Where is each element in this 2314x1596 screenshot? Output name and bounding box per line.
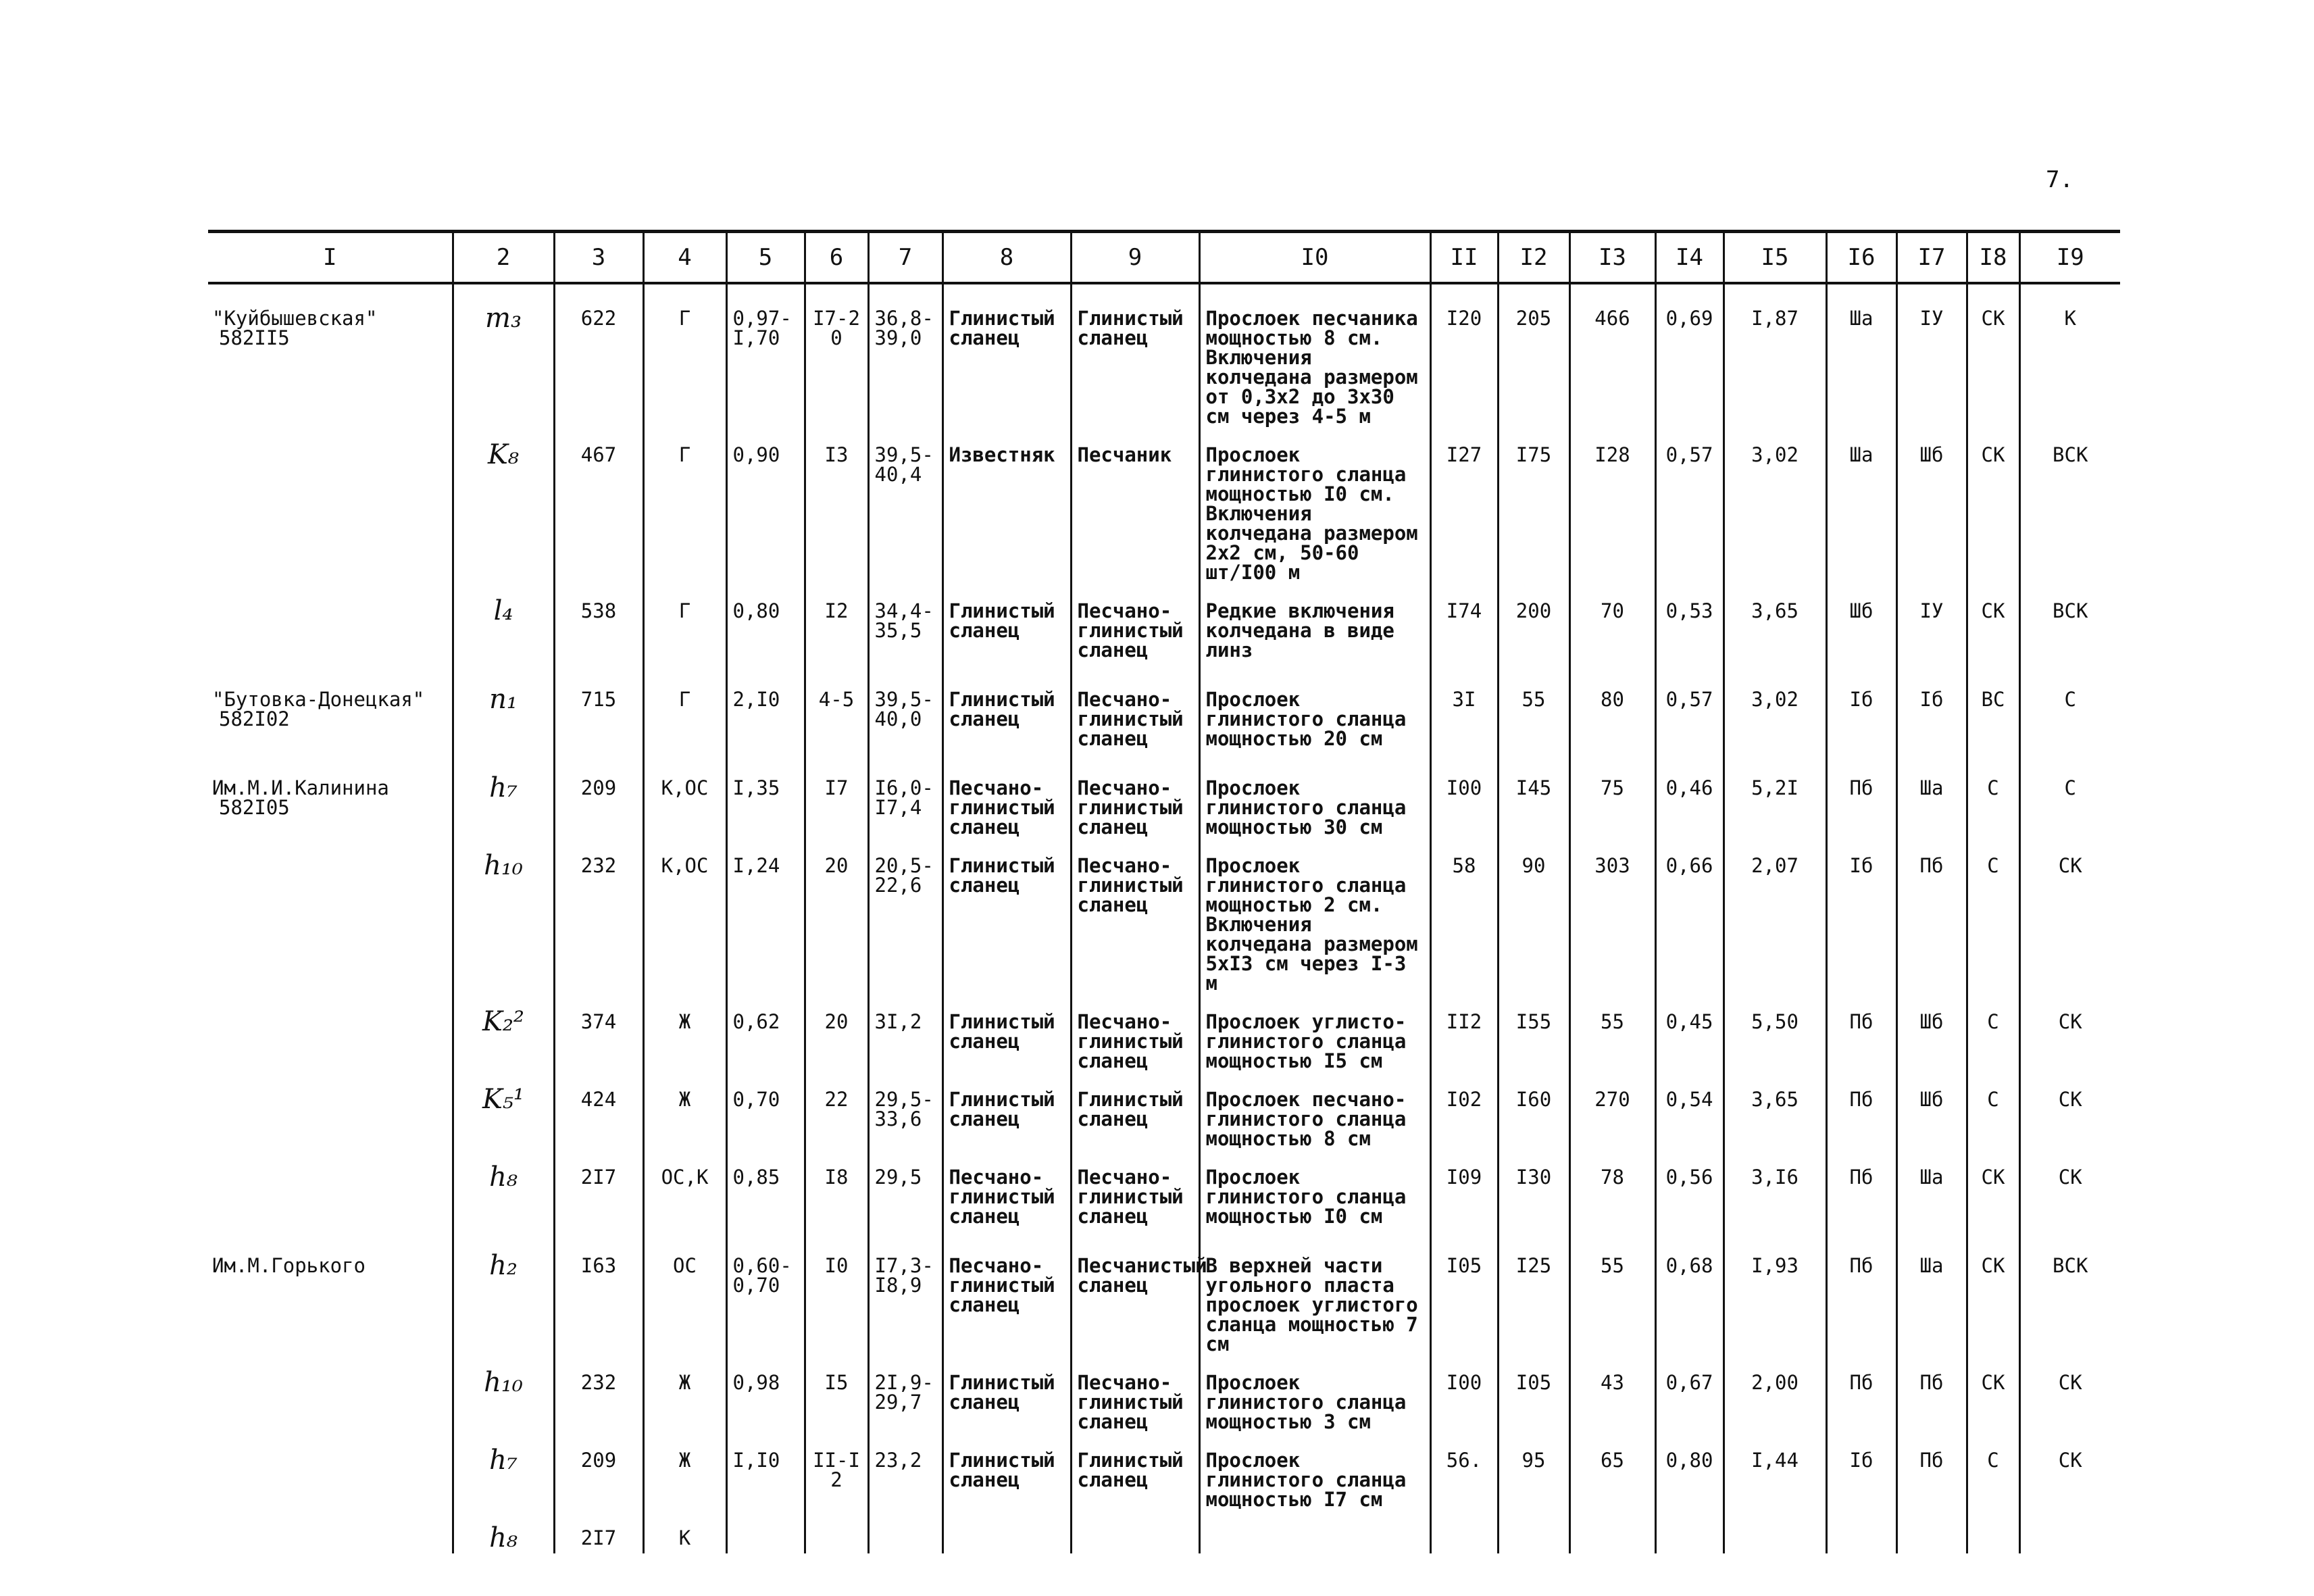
cell-col-18: С: [1967, 1076, 2019, 1154]
cell-col-19: [2019, 1515, 2120, 1553]
cell-col-17: Пб: [1896, 843, 1967, 999]
cell-col-11: 3I: [1430, 666, 1498, 754]
cell-col-14: 0,80: [1655, 1437, 1724, 1515]
mine-cell: [208, 432, 453, 588]
cell-col-18: С: [1967, 1437, 2019, 1515]
cell-col-6: 22: [805, 1076, 868, 1154]
seam-index: h₂: [453, 1232, 554, 1360]
cell-col-18: С: [1967, 999, 2019, 1076]
cell-col-10: Прослоек глинистого сланца мощностью I0 см. Включения колчедана размером 2x2 см, 50-60 шт/I00 м: [1199, 432, 1430, 588]
cell-col-7: 2I,9-29,7: [868, 1360, 942, 1437]
table-row: [208, 1437, 2120, 1515]
cell-col-15: I,44: [1724, 1437, 1826, 1515]
table-row: [208, 1232, 2120, 1360]
cell-col-18: СК: [1967, 283, 2019, 432]
column-header: I9: [2019, 232, 2120, 284]
cell-col-9: Песчано-глинистый сланец: [1071, 843, 1199, 999]
cell-col-7: 29,5: [868, 1154, 942, 1232]
seam-index: h₈: [453, 1515, 554, 1553]
cell-col-8: Известняк: [942, 432, 1071, 588]
cell-col-12: 200: [1498, 588, 1569, 666]
cell-col-17: Iб: [1896, 666, 1967, 754]
mine-cell: [208, 1154, 453, 1232]
cell-col-15: 3,02: [1724, 666, 1826, 754]
cell-col-10: В верхней части угольного пласта прослоек углистого сланца мощностью 7 см: [1199, 1232, 1430, 1360]
cell-col-14: 0,53: [1655, 588, 1724, 666]
mine-name: "Бутовка-Донецкая": [212, 688, 425, 711]
mine-cell: [208, 754, 453, 843]
seam-index: K₈: [453, 432, 554, 588]
cell-col-12: 95: [1498, 1437, 1569, 1515]
mine-cell: [208, 999, 453, 1076]
column-header: I5: [1724, 232, 1826, 284]
cell-col-14: 0,46: [1655, 754, 1724, 843]
cell-col-13: [1569, 1515, 1655, 1553]
cell-col-19: ВСК: [2019, 1232, 2120, 1360]
table-body: [208, 283, 2120, 1553]
cell-col-9: Песчано-глинистый сланец: [1071, 666, 1199, 754]
cell-col-14: [1655, 1515, 1724, 1553]
cell-col-10: Прослоек глинистого сланца мощностью I7 см: [1199, 1437, 1430, 1515]
cell-col-13: I28: [1569, 432, 1655, 588]
cell-col-19: С: [2019, 754, 2120, 843]
cell-col-18: СК: [1967, 1154, 2019, 1232]
cell-col-16: [1826, 1515, 1896, 1553]
cell-col-16: Пб: [1826, 754, 1896, 843]
cell-col-5: 0,80: [726, 588, 805, 666]
cell-col-5: 0,70: [726, 1076, 805, 1154]
column-header: I3: [1569, 232, 1655, 284]
mine-code: 582I05: [219, 796, 290, 819]
cell-col-12: I45: [1498, 754, 1569, 843]
seam-index: m₃: [453, 283, 554, 432]
cell-col-7: 29,5-33,6: [868, 1076, 942, 1154]
cell-col-7: 23,2: [868, 1437, 942, 1515]
cell-col-15: 3,I6: [1724, 1154, 1826, 1232]
cell-col-19: ВСК: [2019, 432, 2120, 588]
cell-col-19: СК: [2019, 1360, 2120, 1437]
cell-col-4: Г: [643, 666, 726, 754]
cell-col-7: 20,5-22,6: [868, 843, 942, 999]
cell-col-3: 2I7: [554, 1515, 643, 1553]
cell-col-5: 0,62: [726, 999, 805, 1076]
cell-col-11: I00: [1430, 754, 1498, 843]
cell-col-3: 715: [554, 666, 643, 754]
table-row: [208, 666, 2120, 754]
cell-col-17: IУ: [1896, 283, 1967, 432]
page-number: 7.: [2046, 166, 2073, 193]
cell-col-8: Глинистый сланец: [942, 1437, 1071, 1515]
cell-col-12: 90: [1498, 843, 1569, 999]
column-header: 2: [453, 232, 554, 284]
column-header: 6: [805, 232, 868, 284]
column-header: I: [208, 232, 453, 284]
cell-col-6: [805, 1515, 868, 1553]
cell-col-7: 34,4-35,5: [868, 588, 942, 666]
cell-col-16: Пб: [1826, 1360, 1896, 1437]
cell-col-9: Песчано-глинистый сланец: [1071, 1154, 1199, 1232]
cell-col-11: II2: [1430, 999, 1498, 1076]
cell-col-13: 55: [1569, 1232, 1655, 1360]
table-row: [208, 1154, 2120, 1232]
cell-col-4: Г: [643, 432, 726, 588]
cell-col-6: I0: [805, 1232, 868, 1360]
cell-col-11: I05: [1430, 1232, 1498, 1360]
cell-col-13: 55: [1569, 999, 1655, 1076]
cell-col-4: К,ОС: [643, 843, 726, 999]
column-header: I7: [1896, 232, 1967, 284]
cell-col-7: 39,5-40,4: [868, 432, 942, 588]
column-header: I6: [1826, 232, 1896, 284]
cell-col-15: 2,00: [1724, 1360, 1826, 1437]
table-row: [208, 283, 2120, 432]
cell-col-14: 0,57: [1655, 666, 1724, 754]
cell-col-10: Прослоек песчано-глинистого сланца мощностью 8 см: [1199, 1076, 1430, 1154]
cell-col-3: 374: [554, 999, 643, 1076]
cell-col-13: 70: [1569, 588, 1655, 666]
column-header: II: [1430, 232, 1498, 284]
table-row: [208, 432, 2120, 588]
cell-col-13: 80: [1569, 666, 1655, 754]
cell-col-11: I00: [1430, 1360, 1498, 1437]
mine-cell: [208, 588, 453, 666]
mine-cell: [208, 666, 453, 754]
cell-col-15: 3,65: [1724, 588, 1826, 666]
cell-col-6: II-I2: [805, 1437, 868, 1515]
cell-col-3: 232: [554, 1360, 643, 1437]
cell-col-12: I25: [1498, 1232, 1569, 1360]
cell-col-7: I6,0-I7,4: [868, 754, 942, 843]
cell-col-8: [942, 1515, 1071, 1553]
cell-col-5: 0,90: [726, 432, 805, 588]
cell-col-18: СК: [1967, 432, 2019, 588]
cell-col-6: I7-20: [805, 283, 868, 432]
cell-col-12: I55: [1498, 999, 1569, 1076]
cell-col-14: 0,69: [1655, 283, 1724, 432]
cell-col-8: Глинистый сланец: [942, 1076, 1071, 1154]
mine-code: 582I02: [219, 707, 290, 730]
cell-col-10: Прослоек глинистого сланца мощностью 2 см. Включения колчедана размером 5xI3 см через I-3 м: [1199, 843, 1430, 999]
column-header: I4: [1655, 232, 1724, 284]
cell-col-17: Шб: [1896, 432, 1967, 588]
cell-col-16: Пб: [1826, 1076, 1896, 1154]
cell-col-12: 55: [1498, 666, 1569, 754]
cell-col-12: I30: [1498, 1154, 1569, 1232]
mine-cell: [208, 1232, 453, 1360]
cell-col-17: IУ: [1896, 588, 1967, 666]
cell-col-11: I20: [1430, 283, 1498, 432]
seam-index: K₂²: [453, 999, 554, 1076]
cell-col-4: Г: [643, 588, 726, 666]
cell-col-3: 232: [554, 843, 643, 999]
cell-col-9: Глинистый сланец: [1071, 1437, 1199, 1515]
cell-col-12: [1498, 1515, 1569, 1553]
mine-cell: [208, 283, 453, 432]
cell-col-16: Пб: [1826, 1232, 1896, 1360]
cell-col-6: 20: [805, 999, 868, 1076]
cell-col-16: Iб: [1826, 666, 1896, 754]
cell-col-8: Глинистый сланец: [942, 843, 1071, 999]
cell-col-9: Песчано-глинистый сланец: [1071, 1360, 1199, 1437]
mine-cell: [208, 1437, 453, 1515]
cell-col-12: I75: [1498, 432, 1569, 588]
cell-col-4: Ж: [643, 999, 726, 1076]
cell-col-18: С: [1967, 754, 2019, 843]
cell-col-4: Ж: [643, 1437, 726, 1515]
cell-col-19: К: [2019, 283, 2120, 432]
cell-col-4: ОС: [643, 1232, 726, 1360]
cell-col-9: Глинистый сланец: [1071, 1076, 1199, 1154]
cell-col-13: 65: [1569, 1437, 1655, 1515]
cell-col-18: СК: [1967, 588, 2019, 666]
cell-col-16: Пб: [1826, 1154, 1896, 1232]
cell-col-15: 3,02: [1724, 432, 1826, 588]
cell-col-10: Прослоек глинистого сланца мощностью 3 см: [1199, 1360, 1430, 1437]
cell-col-8: Глинистый сланец: [942, 1360, 1071, 1437]
table-row: [208, 843, 2120, 999]
seam-index: h₁₀: [453, 843, 554, 999]
coal-seam-table: [208, 230, 2120, 1553]
column-header: I0: [1199, 232, 1430, 284]
cell-col-11: I02: [1430, 1076, 1498, 1154]
cell-col-9: [1071, 1515, 1199, 1553]
cell-col-6: 20: [805, 843, 868, 999]
cell-col-7: [868, 1515, 942, 1553]
column-header: I2: [1498, 232, 1569, 284]
column-header: I8: [1967, 232, 2019, 284]
cell-col-10: Прослоек углисто-глинистого сланца мощностью I5 см: [1199, 999, 1430, 1076]
cell-col-15: I,93: [1724, 1232, 1826, 1360]
cell-col-5: I,I0: [726, 1437, 805, 1515]
cell-col-10: [1199, 1515, 1430, 1553]
cell-col-19: С: [2019, 666, 2120, 754]
cell-col-13: 466: [1569, 283, 1655, 432]
mine-cell: [208, 1076, 453, 1154]
cell-col-19: СК: [2019, 1437, 2120, 1515]
cell-col-19: СК: [2019, 999, 2120, 1076]
cell-col-15: [1724, 1515, 1826, 1553]
cell-col-10: Прослоек песчаника мощностью 8 см. Включения колчедана размером от 0,3x2 до 3x30 см через 4-5 м: [1199, 283, 1430, 432]
cell-col-15: 5,50: [1724, 999, 1826, 1076]
cell-col-18: СК: [1967, 1232, 2019, 1360]
table-row: [208, 754, 2120, 843]
cell-col-11: I09: [1430, 1154, 1498, 1232]
cell-col-9: Песчано-глинистый сланец: [1071, 588, 1199, 666]
cell-col-3: 467: [554, 432, 643, 588]
cell-col-5: I,24: [726, 843, 805, 999]
cell-col-6: I5: [805, 1360, 868, 1437]
cell-col-19: СК: [2019, 843, 2120, 999]
cell-col-10: Редкие включения колчедана в виде линз: [1199, 588, 1430, 666]
cell-col-6: I3: [805, 432, 868, 588]
cell-col-16: Пб: [1826, 999, 1896, 1076]
cell-col-9: Песчано-глинистый сланец: [1071, 999, 1199, 1076]
mine-cell: [208, 1360, 453, 1437]
table-row: [208, 588, 2120, 666]
cell-col-6: I2: [805, 588, 868, 666]
cell-col-15: 5,2I: [1724, 754, 1826, 843]
cell-col-4: ОС,К: [643, 1154, 726, 1232]
column-header: 8: [942, 232, 1071, 284]
column-header: 9: [1071, 232, 1199, 284]
cell-col-17: Шб: [1896, 999, 1967, 1076]
cell-col-6: I8: [805, 1154, 868, 1232]
cell-col-16: Iб: [1826, 1437, 1896, 1515]
cell-col-17: Шб: [1896, 1076, 1967, 1154]
cell-col-17: Пб: [1896, 1360, 1967, 1437]
cell-col-9: Песчано-глинистый сланец: [1071, 754, 1199, 843]
cell-col-4: Г: [643, 283, 726, 432]
cell-col-19: ВСК: [2019, 588, 2120, 666]
cell-col-18: С: [1967, 843, 2019, 999]
cell-col-4: Ж: [643, 1076, 726, 1154]
cell-col-17: [1896, 1515, 1967, 1553]
cell-col-18: СК: [1967, 1360, 2019, 1437]
seam-index: l₄: [453, 588, 554, 666]
cell-col-18: [1967, 1515, 2019, 1553]
seam-index: K₅¹: [453, 1076, 554, 1154]
cell-col-18: ВС: [1967, 666, 2019, 754]
column-header: 3: [554, 232, 643, 284]
cell-col-3: I63: [554, 1232, 643, 1360]
table-row: [208, 999, 2120, 1076]
cell-col-3: 2I7: [554, 1154, 643, 1232]
seam-index: n₁: [453, 666, 554, 754]
cell-col-9: Песчанистый сланец: [1071, 1232, 1199, 1360]
cell-col-17: Шa: [1896, 1232, 1967, 1360]
mine-name: Им.М.Горького: [212, 1254, 366, 1277]
mine-cell: [208, 1515, 453, 1553]
mine-code: 582II5: [219, 326, 290, 349]
cell-col-16: Шa: [1826, 283, 1896, 432]
cell-col-12: 205: [1498, 283, 1569, 432]
cell-col-11: [1430, 1515, 1498, 1553]
cell-col-3: 209: [554, 1437, 643, 1515]
seam-index: h₁₀: [453, 1360, 554, 1437]
cell-col-14: 0,54: [1655, 1076, 1724, 1154]
cell-col-11: I74: [1430, 588, 1498, 666]
cell-col-7: 39,5-40,0: [868, 666, 942, 754]
cell-col-3: 538: [554, 588, 643, 666]
table-row: [208, 1360, 2120, 1437]
cell-col-5: I,35: [726, 754, 805, 843]
cell-col-9: Песчаник: [1071, 432, 1199, 588]
column-header: 5: [726, 232, 805, 284]
cell-col-8: Глинистый сланец: [942, 999, 1071, 1076]
column-header: 7: [868, 232, 942, 284]
cell-col-14: 0,56: [1655, 1154, 1724, 1232]
cell-col-10: Прослоек глинистого сланца мощностью I0 см: [1199, 1154, 1430, 1232]
cell-col-12: I05: [1498, 1360, 1569, 1437]
cell-col-3: 622: [554, 283, 643, 432]
cell-col-7: 36,8-39,0: [868, 283, 942, 432]
cell-col-5: 0,98: [726, 1360, 805, 1437]
cell-col-3: 424: [554, 1076, 643, 1154]
cell-col-6: I7: [805, 754, 868, 843]
cell-col-15: 2,07: [1724, 843, 1826, 999]
cell-col-13: 75: [1569, 754, 1655, 843]
table-row: [208, 1076, 2120, 1154]
cell-col-11: 58: [1430, 843, 1498, 999]
cell-col-14: 0,57: [1655, 432, 1724, 588]
cell-col-7: 3I,2: [868, 999, 942, 1076]
mine-name: Им.М.И.Калинина: [212, 776, 389, 799]
cell-col-7: I7,3-I8,9: [868, 1232, 942, 1360]
cell-col-13: 43: [1569, 1360, 1655, 1437]
cell-col-4: К,ОС: [643, 754, 726, 843]
cell-col-11: I27: [1430, 432, 1498, 588]
cell-col-8: Песчано-глинистый сланец: [942, 1154, 1071, 1232]
column-header: 4: [643, 232, 726, 284]
seam-index: h₈: [453, 1154, 554, 1232]
cell-col-14: 0,68: [1655, 1232, 1724, 1360]
cell-col-19: СК: [2019, 1076, 2120, 1154]
cell-col-17: Шa: [1896, 754, 1967, 843]
cell-col-5: 0,85: [726, 1154, 805, 1232]
cell-col-8: Глинистый сланец: [942, 666, 1071, 754]
cell-col-5: [726, 1515, 805, 1553]
mine-name: "Куйбышевская": [212, 307, 378, 330]
header-row: [208, 232, 2120, 284]
cell-col-9: Глинистый сланец: [1071, 283, 1199, 432]
cell-col-10: Прослоек глинистого сланца мощностью 20 см: [1199, 666, 1430, 754]
cell-col-16: Шб: [1826, 588, 1896, 666]
cell-col-14: 0,45: [1655, 999, 1724, 1076]
cell-col-12: I60: [1498, 1076, 1569, 1154]
seam-index: h₇: [453, 1437, 554, 1515]
cell-col-17: Шa: [1896, 1154, 1967, 1232]
cell-col-4: Ж: [643, 1360, 726, 1437]
cell-col-16: Iб: [1826, 843, 1896, 999]
seam-index: h₇: [453, 754, 554, 843]
cell-col-3: 209: [554, 754, 643, 843]
cell-col-14: 0,66: [1655, 843, 1724, 999]
cell-col-8: Глинистый сланец: [942, 588, 1071, 666]
cell-col-19: СК: [2019, 1154, 2120, 1232]
cell-col-10: Прослоек глинистого сланца мощностью 30 см: [1199, 754, 1430, 843]
cell-col-8: Песчано-глинистый сланец: [942, 1232, 1071, 1360]
cell-col-15: 3,65: [1724, 1076, 1826, 1154]
cell-col-5: 2,I0: [726, 666, 805, 754]
cell-col-16: Шa: [1826, 432, 1896, 588]
cell-col-4: К: [643, 1515, 726, 1553]
cell-col-17: Пб: [1896, 1437, 1967, 1515]
cell-col-5: 0,97-I,70: [726, 283, 805, 432]
cell-col-14: 0,67: [1655, 1360, 1724, 1437]
table-row: [208, 1515, 2120, 1553]
cell-col-13: 78: [1569, 1154, 1655, 1232]
cell-col-5: 0,60-0,70: [726, 1232, 805, 1360]
mine-cell: [208, 843, 453, 999]
cell-col-11: 56.: [1430, 1437, 1498, 1515]
cell-col-6: 4-5: [805, 666, 868, 754]
cell-col-13: 303: [1569, 843, 1655, 999]
cell-col-15: I,87: [1724, 283, 1826, 432]
cell-col-8: Глинистый сланец: [942, 283, 1071, 432]
cell-col-8: Песчано-глинистый сланец: [942, 754, 1071, 843]
cell-col-13: 270: [1569, 1076, 1655, 1154]
